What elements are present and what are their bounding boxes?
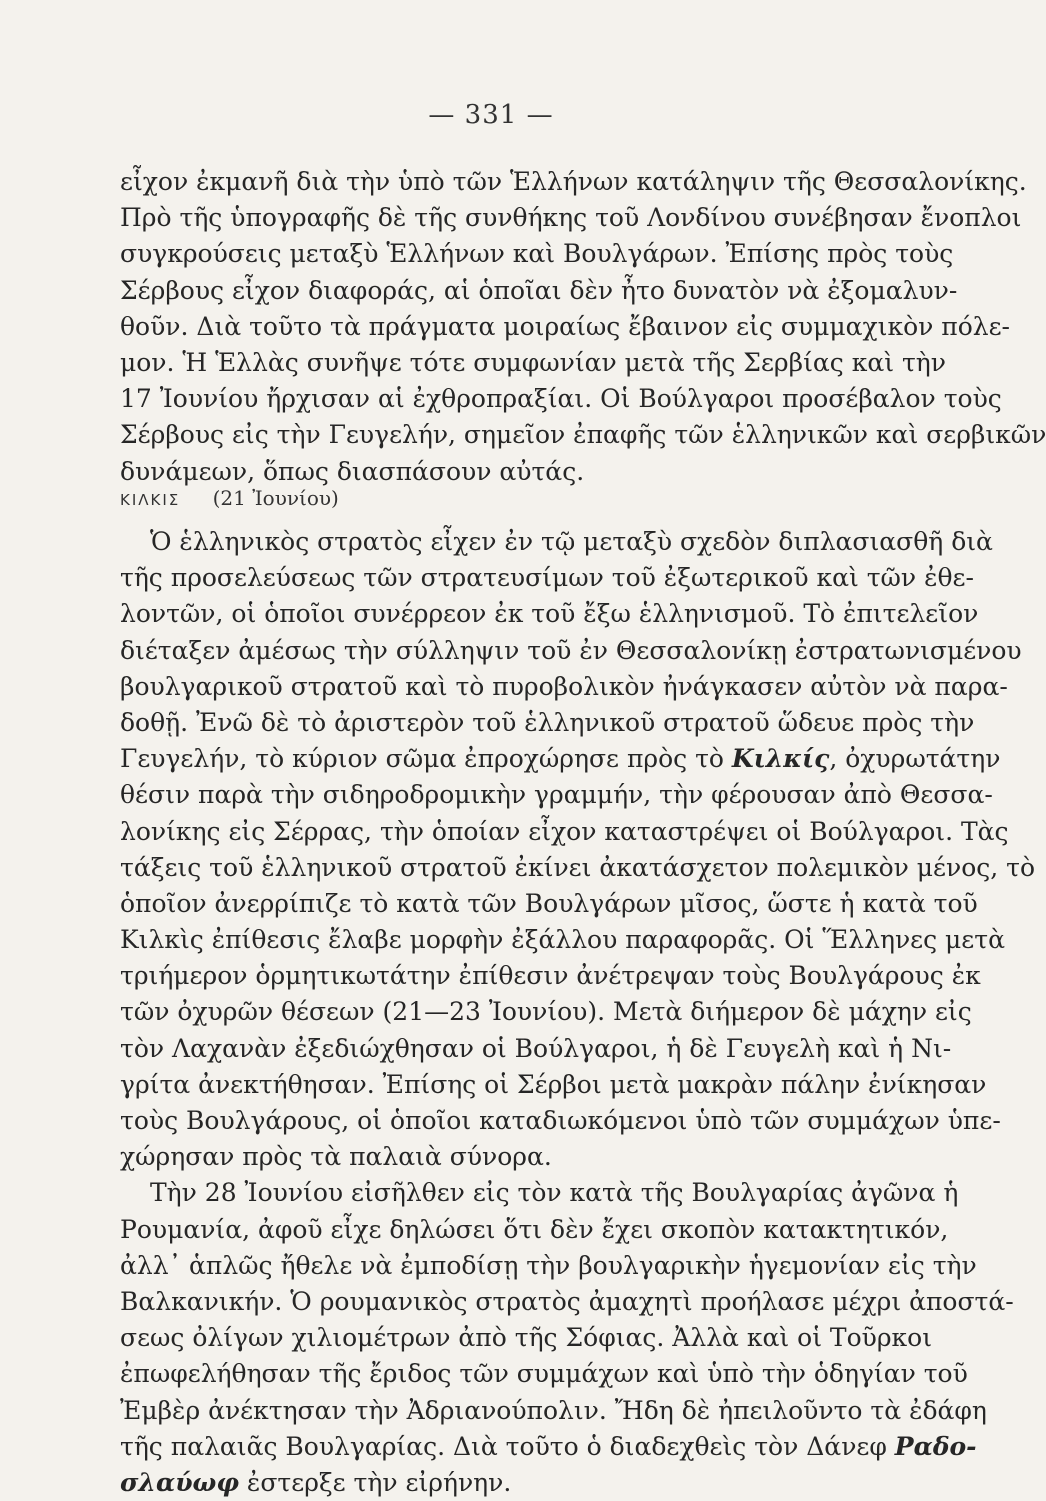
emphasis-kilkis: Κιλκίς	[731, 744, 830, 774]
text-line: τὸν Λαχανὰν ἐξεδιώχθησαν οἱ Βούλγαροι, ἡ δὲ Γευγελὴ καὶ ἡ Νι-	[120, 1033, 952, 1063]
text-line: ὁποῖον ἀνερρίπιζε τὸ κατὰ τῶν Βουλγάρων μῖσος, ὥστε ἡ κατὰ τοῦ	[120, 888, 978, 918]
text-line: Σέρβους εἶχον διαφοράς, αἱ ὁποῖαι δὲν ἦτο δυνατὸν νὰ ἐξομαλυν-	[120, 275, 958, 305]
text-line: Τὴν 28 Ἰουνίου εἰσῆλθεν εἰς τὸν κατὰ τῆς Βουλγαρίας ἀγῶνα ἡ	[150, 1178, 959, 1208]
emphasis-radoslavov-1: Ραδο-	[894, 1431, 977, 1461]
text-line-last	[120, 1465, 865, 1501]
text-line: 17 Ἰουνίου ἤρχισαν αἱ ἐχθροπραξίαι. Οἱ Βούλγαροι προσέβαλον τοὺς	[120, 384, 1002, 414]
paragraph-2	[120, 524, 1036, 1501]
text-line: ἀλλ᾽ ἁπλῶς ἤθελε νὰ ἐμποδίσῃ τὴν βουλγαρικὴν ἡγεμονίαν εἰς τὴν	[120, 1250, 977, 1280]
text-line: συγκρούσεις μεταξὺ Ἑλλήνων καὶ Βουλγάρων. Ἐπίσης πρὸς τοὺς	[120, 239, 954, 269]
text-line-rado	[120, 1429, 977, 1465]
text-line: τοὺς Βουλγάρους, οἱ ὁποῖοι καταδιωκόμενοι ὑπὸ τῶν συμμάχων ὑπε-	[120, 1106, 1001, 1135]
text-line: βουλγαρικοῦ στρατοῦ καὶ τὸ πυροβολικὸν ἠνάγκασεν αὐτὸν νὰ παρα-	[120, 671, 1008, 701]
section-title: ΚΙΛΚΙΣ	[120, 491, 181, 509]
text-fragment: Γευγελήν, τὸ κύριον σῶμα ἐπροχώρησε πρὸς τὸ	[120, 744, 732, 774]
text-line: θέσιν παρὰ τὴν σιδηροδρομικὴν γραμμήν, τὴν φέρουσαν ἀπὸ Θεσσα-	[120, 780, 993, 810]
text-line: τῶν ὀχυρῶν θέσεων (21—23 Ἰουνίου). Μετὰ διήμερον δὲ μάχην εἰς	[120, 997, 972, 1027]
text-line: Βαλκανικήν. Ὁ ρουμανικὸς στρατὸς ἀμαχητὶ προήλασε μέχρι ἀποστά-	[120, 1286, 1014, 1316]
text-line: δοθῇ. Ἐνῶ δὲ τὸ ἀριστερὸν τοῦ ἑλληνικοῦ στρατοῦ ὥδευε πρὸς τὴν	[120, 707, 975, 737]
text-line: διέταξεν ἀμέσως τὴν σύλληψιν τοῦ ἐν Θεσσαλονίκῃ ἐστρατωνισμένου	[120, 635, 1022, 665]
text-line: λοντῶν, οἱ ὁποῖοι συνέρρεον ἐκ τοῦ ἔξω ἑλληνισμοῦ. Τὸ ἐπιτελεῖον	[120, 599, 979, 629]
text-line: μον. Ἡ Ἑλλὰς συνῆψε τότε συμφωνίαν μετὰ τῆς Σερβίας καὶ τὴν	[120, 347, 946, 377]
text-fragment: τῆς παλαιᾶς Βουλγαρίας. Διὰ τοῦτο ὁ διαδεχθεὶς τὸν Δάνεφ	[120, 1431, 895, 1461]
text-line: τῆς προσελεύσεως τῶν στρατευσίμων τοῦ ἐξωτερικοῦ καὶ τῶν ἐθε-	[120, 563, 974, 593]
text-line: Ἐμβὲρ ἀνέκτησαν τὴν Ἀδριανούπολιν. Ἤδη δὲ ἠπειλοῦντο τὰ ἐδάφη	[120, 1395, 987, 1425]
text-line: χώρησαν πρὸς τὰ παλαιὰ σύνορα.	[120, 1142, 552, 1172]
text-line: Ὁ ἑλληνικὸς στρατὸς εἶχεν ἐν τῷ μεταξὺ σχεδὸν διπλασιασθῆ διὰ	[150, 527, 993, 556]
paragraph-1	[120, 164, 1046, 490]
text-fragment: , ὀχυρωτάτην	[829, 744, 1001, 774]
page-number: — 331 —	[428, 100, 554, 130]
text-line: θοῦν. Διὰ τοῦτο τὰ πράγματα μοιραίως ἔβαινον εἰς συμμαχικὸν πόλε-	[120, 311, 1010, 341]
text-line: Κιλκὶς ἐπίθεσις ἔλαβε μορφὴν ἐξάλλου παραφορᾶς. Οἱ Ἕλληνες μετὰ	[120, 925, 1005, 955]
text-line: τριήμερον ὁρμητικωτάτην ἐπίθεσιν ἀνέτρεψαν τοὺς Βουλγάρους ἐκ	[120, 961, 981, 991]
text-line-kilkis	[120, 741, 1001, 777]
text-line: γρίτα ἀνεκτήθησαν. Ἐπίσης οἱ Σέρβοι μετὰ μακρὰν πάλην ἐνίκησαν	[120, 1069, 987, 1099]
text-line: εἶχον ἐκμανῆ διὰ τὴν ὑπὸ τῶν Ἑλλήνων κατάληψιν τῆς Θεσσαλονίκης.	[120, 167, 1027, 196]
text-line: λονίκης εἰς Σέρρας, τὴν ὁποίαν εἶχον καταστρέψει οἱ Βούλγαροι. Τὰς	[120, 816, 1009, 846]
text-line: Πρὸ τῆς ὑπογραφῆς δὲ τῆς συνθήκης τοῦ Λονδίνου συνέβησαν ἔνοπλοι	[120, 203, 1022, 233]
text-line: ἐπωφελήθησαν τῆς ἔριδος τῶν συμμάχων καὶ ὑπὸ τὴν ὁδηγίαν τοῦ	[120, 1359, 968, 1389]
section-date: (21 Ἰουνίου)	[212, 486, 339, 510]
text-line: δυνάμεων, ὅπως διασπάσουν αὐτάς.	[120, 456, 585, 486]
text-line: Σέρβους εἰς τὴν Γευγελήν, σημεῖον ἐπαφῆς τῶν ἑλληνικῶν καὶ σερβικῶν	[120, 420, 1046, 450]
text-line: σεως ὀλίγων χιλιομέτρων ἀπὸ τῆς Σόφιας. Ἀλλὰ καὶ οἱ Τοῦρκοι	[120, 1323, 933, 1353]
section-heading	[120, 486, 339, 510]
emphasis-radoslavov-2: σλαύωφ	[120, 1467, 239, 1497]
text-line: τάξεις τοῦ ἑλληνικοῦ στρατοῦ ἐκίνει ἀκατάσχετον πολεμικὸν μένος, τὸ	[120, 852, 1036, 882]
text-line: Ρουμανία, ἀφοῦ εἶχε δηλώσει ὅτι δὲν ἔχει σκοπὸν κατακτητικόν,	[120, 1214, 949, 1244]
text-fragment: ἐστερξε τὴν εἰρήνην.	[238, 1467, 512, 1497]
